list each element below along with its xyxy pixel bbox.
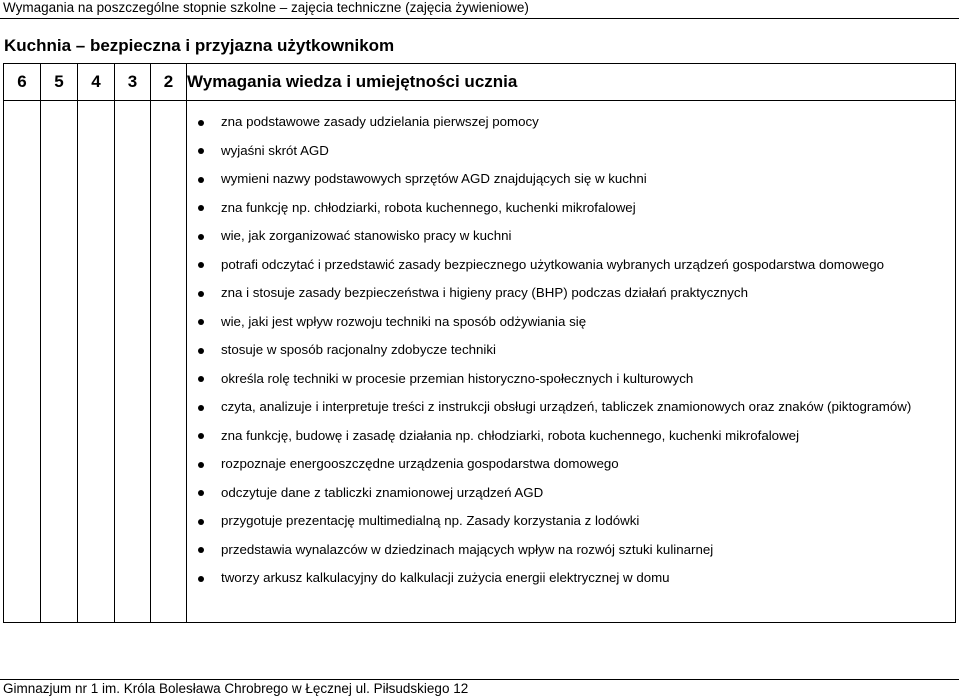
list-item: wymieni nazwy podstawowych sprzętów AGD znajdujących się w kuchni (187, 165, 955, 194)
list-item: zna funkcję, budowę i zasadę działania np. chłodziarki, robota kuchennego, kuchenki mikrofalowej (187, 422, 955, 451)
level-6-header: 6 (4, 64, 41, 101)
requirements-cell (187, 101, 956, 623)
list-item: potrafi odczytać i przedstawić zasady bezpiecznego użytkowania wybranych urządzeń gospodarstwa domowego (187, 251, 955, 280)
level-5-cell (41, 101, 78, 623)
list-item: stosuje w sposób racjonalny zdobycze techniki (187, 336, 955, 365)
level-3-header: 3 (115, 64, 151, 101)
list-item: zna podstawowe zasady udzielania pierwszej pomocy (187, 108, 955, 137)
requirements-list (187, 108, 955, 593)
page-header: Wymagania na poszczególne stopnie szkolne – zajęcia techniczne (zajęcia żywieniowe) (3, 0, 529, 15)
requirements-table (3, 63, 956, 623)
level-3-cell (115, 101, 151, 623)
footer-divider (0, 679, 959, 680)
table-header-row (4, 64, 956, 101)
list-item: wyjaśni skrót AGD (187, 137, 955, 166)
list-item: zna i stosuje zasady bezpieczeństwa i higieny pracy (BHP) podczas działań praktycznych (187, 279, 955, 308)
level-5-header: 5 (41, 64, 78, 101)
list-item: tworzy arkusz kalkulacyjny do kalkulacji zużycia energii elektrycznej w domu (187, 564, 955, 593)
list-item: wie, jak zorganizować stanowisko pracy w kuchni (187, 222, 955, 251)
level-4-header: 4 (78, 64, 115, 101)
header-divider (0, 18, 959, 19)
list-item: przedstawia wynalazców w dziedzinach mających wpływ na rozwój sztuki kulinarnej (187, 536, 955, 565)
list-item: wie, jaki jest wpływ rozwoju techniki na sposób odżywiania się (187, 308, 955, 337)
level-2-cell (151, 101, 187, 623)
level-6-cell (4, 101, 41, 623)
section-title: Kuchnia – bezpieczna i przyjazna użytkownikom (4, 36, 395, 55)
list-item: rozpoznaje energooszczędne urządzenia gospodarstwa domowego (187, 450, 955, 479)
list-item: odczytuje dane z tabliczki znamionowej urządzeń AGD (187, 479, 955, 508)
level-2-header: 2 (151, 64, 187, 101)
list-item: czyta, analizuje i interpretuje treści z instrukcji obsługi urządzeń, tabliczek znamionowych oraz znaków (piktogramów) (187, 393, 955, 422)
list-item: przygotuje prezentację multimedialną np. Zasady korzystania z lodówki (187, 507, 955, 536)
requirements-header: Wymagania wiedza i umiejętności ucznia (187, 64, 956, 101)
table-body-row (4, 101, 956, 623)
page-footer: Gimnazjum nr 1 im. Króla Bolesława Chrobrego w Łęcznej ul. Piłsudskiego 12 (3, 681, 469, 696)
list-item: zna funkcję np. chłodziarki, robota kuchennego, kuchenki mikrofalowej (187, 194, 955, 223)
level-4-cell (78, 101, 115, 623)
list-item: określa rolę techniki w procesie przemian historyczno-społecznych i kulturowych (187, 365, 955, 394)
